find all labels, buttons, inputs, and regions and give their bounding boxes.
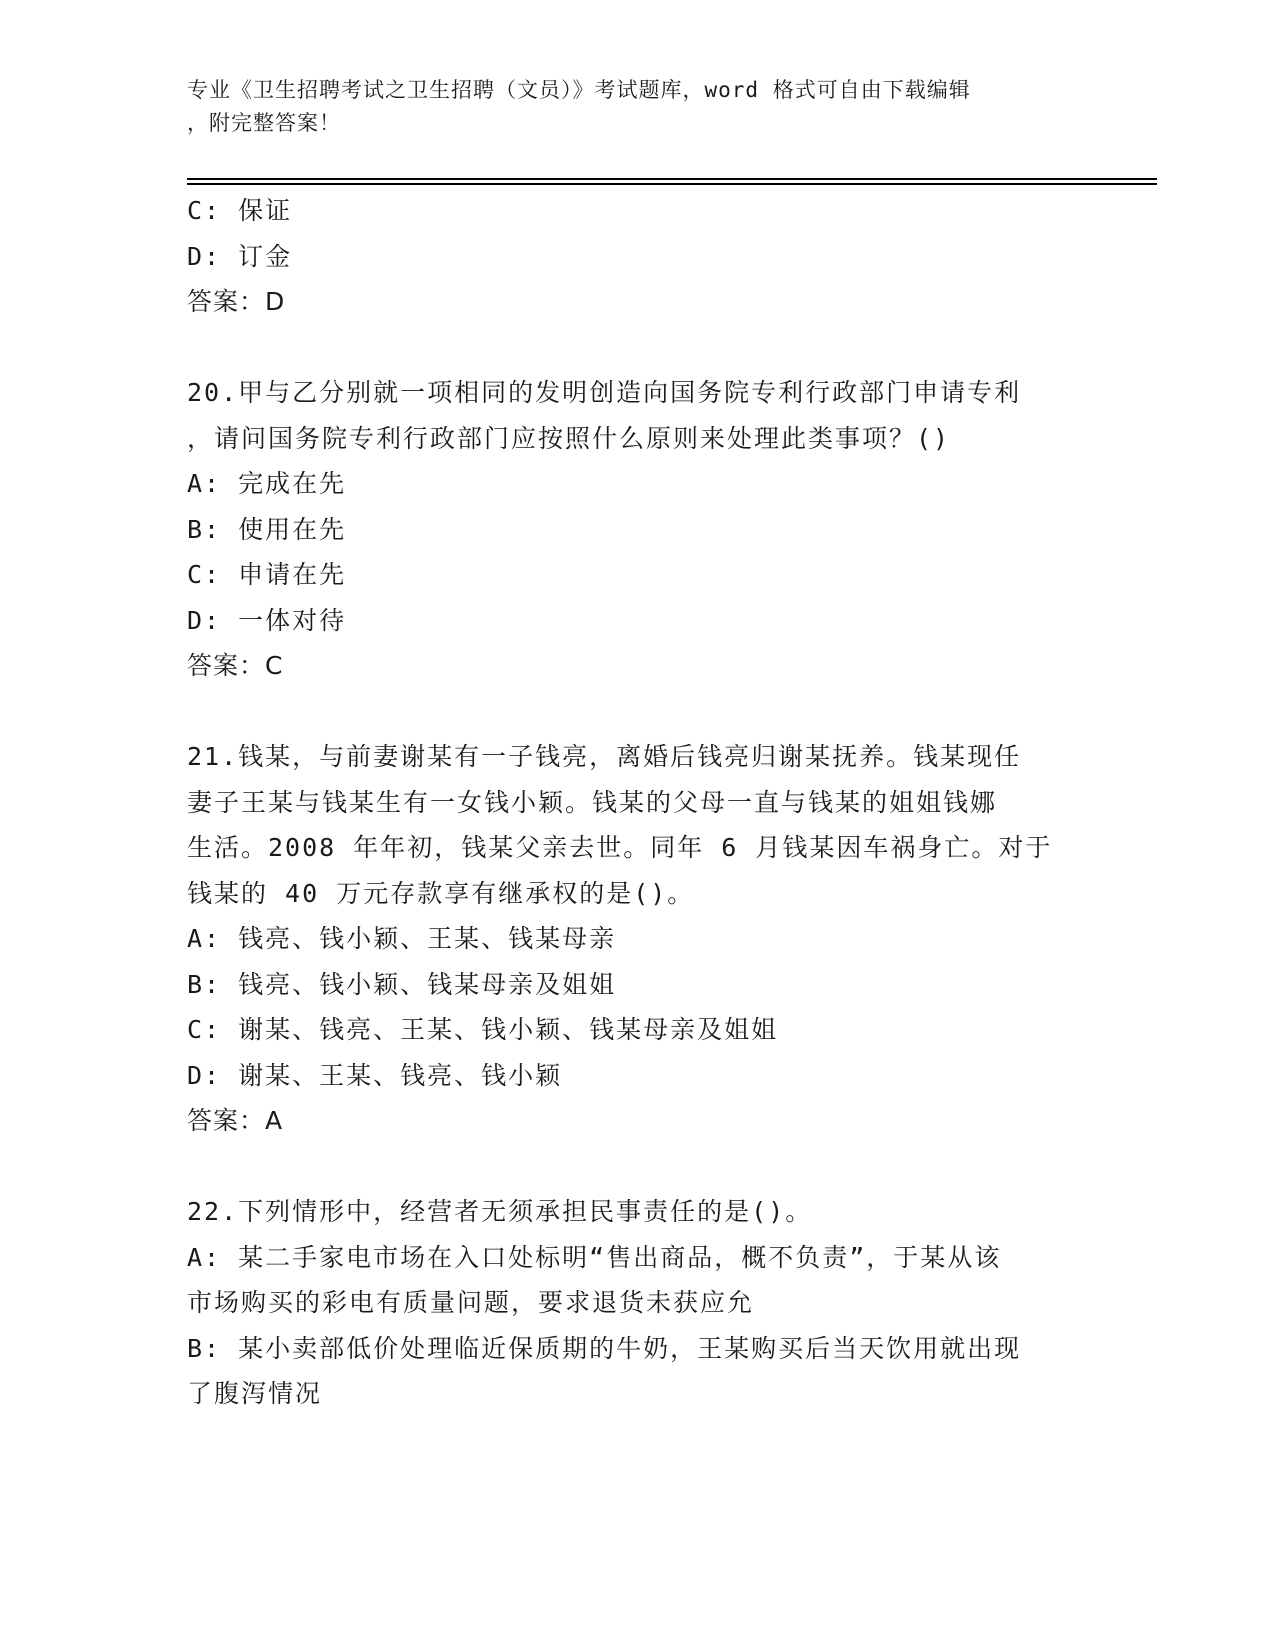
question-text-line: 钱某的 40 万元存款享有继承权的是()。 [187, 878, 695, 908]
option-d: D: 一体对待 [187, 605, 347, 635]
option-d: D: 谢某、王某、钱亮、钱小颖 [187, 1060, 563, 1090]
question-20 [187, 370, 1067, 689]
option-c: C: 保证 [187, 196, 293, 225]
header-divider-top [187, 178, 1157, 180]
question-list [187, 188, 1067, 1417]
question-text-line: 妻子王某与钱某生有一女钱小颖。钱某的父母一直与钱某的姐姐钱娜 [187, 787, 998, 817]
option-b: B: 钱亮、钱小颖、钱某母亲及姐姐 [187, 969, 617, 999]
document-header [187, 74, 1067, 140]
header-line-2: ，附完整答案！ [187, 111, 341, 135]
option-a: A: 某二手家电市场在入口处标明“售出商品，概不负责”，于某从该 [187, 1242, 1002, 1272]
answer-line: 答案：A [187, 1106, 284, 1135]
answer-line: 答案：D [187, 287, 286, 316]
option-d: D: 订金 [187, 241, 293, 271]
question-text-line: 生活。2008 年年初，钱某父亲去世。同年 6 月钱某因车祸身亡。对于 [187, 833, 1053, 862]
option-a: A: 完成在先 [187, 469, 347, 498]
option-c: C: 申请在先 [187, 560, 347, 589]
question-text-line: 20.甲与乙分别就一项相同的发明创造向国务院专利行政部门申请专利 [187, 378, 1022, 407]
question-text-line: 22.下列情形中，经营者无须承担民事责任的是()。 [187, 1197, 813, 1226]
question-text-line: 21.钱某，与前妻谢某有一子钱亮，离婚后钱亮归谢某抚养。钱某现任 [187, 742, 1022, 771]
option-a-continued: 市场购买的彩电有质量问题，要求退货未获应允 [187, 1288, 755, 1317]
question-19-tail [187, 188, 1067, 325]
option-b-continued: 了腹泻情况 [187, 1379, 323, 1408]
question-21 [187, 734, 1067, 1144]
answer-line: 答案：C [187, 651, 284, 680]
option-a: A: 钱亮、钱小颖、王某、钱某母亲 [187, 924, 617, 953]
option-b: B: 某小卖部低价处理临近保质期的牛奶，王某购买后当天饮用就出现 [187, 1333, 1022, 1363]
question-text-line: ，请问国务院专利行政部门应按照什么原则来处理此类事项？() [187, 423, 951, 453]
question-22 [187, 1189, 1067, 1417]
option-c: C: 谢某、钱亮、王某、钱小颖、钱某母亲及姐姐 [187, 1015, 779, 1044]
header-divider-bottom [187, 183, 1157, 185]
header-line-1: 专业《卫生招聘考试之卫生招聘（文员）》考试题库，word 格式可自由下载编辑 [187, 78, 971, 102]
option-b: B: 使用在先 [187, 514, 347, 544]
